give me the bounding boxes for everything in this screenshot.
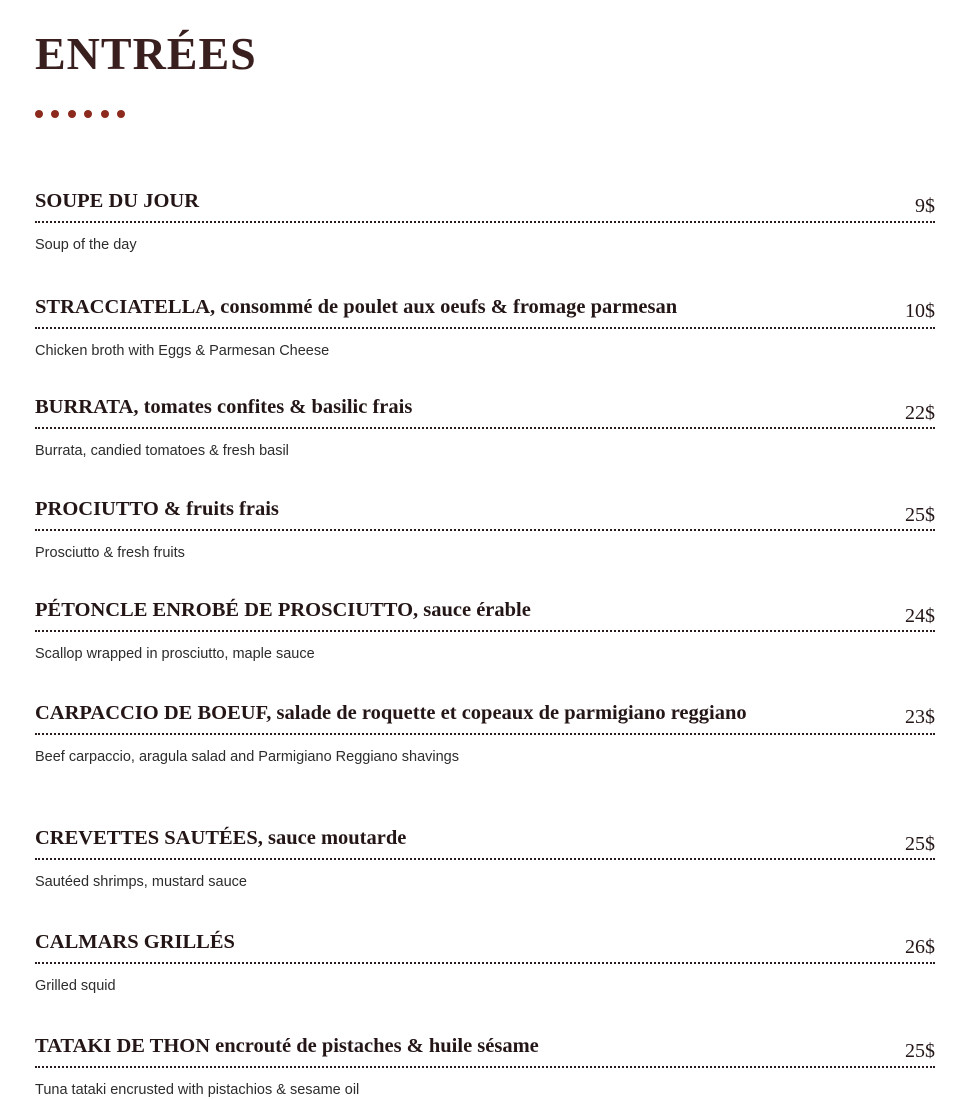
menu-item-header	[35, 702, 935, 735]
menu-item-description: Beef carpaccio, aragula salad and Parmigiano Reggiano shavings	[35, 749, 459, 765]
menu-item-name: CARPACCIO DE BOEUF, salade de roquette et copeaux de parmigiano reggiano	[35, 702, 747, 724]
menu-item-name: TATAKI DE THON encrouté de pistaches & huile sésame	[35, 1035, 539, 1057]
menu-item-header	[35, 498, 935, 531]
menu-item-price: 23$	[905, 706, 935, 728]
menu-item	[35, 498, 935, 562]
dot-icon	[35, 110, 43, 118]
menu-item-description: Chicken broth with Eggs & Parmesan Cheese	[35, 343, 330, 359]
menu-item-name: PROCIUTTO & fruits frais	[35, 498, 279, 520]
dot-icon	[84, 110, 92, 118]
menu-item-price: 25$	[905, 833, 935, 855]
dot-icon	[117, 110, 125, 118]
menu-item-name: BURRATA, tomates confites & basilic frais	[35, 396, 413, 418]
menu-item-description: Burrata, candied tomatoes & fresh basil	[35, 443, 289, 459]
menu-item-price: 26$	[905, 936, 935, 958]
menu-item-price: 25$	[905, 504, 935, 526]
decorative-dots	[35, 110, 125, 120]
dot-icon	[101, 110, 109, 118]
menu-item-description: Tuna tataki encrusted with pistachios & sesame oil	[35, 1082, 360, 1098]
menu-item-name: CALMARS GRILLÉS	[35, 931, 235, 953]
menu-item-name: SOUPE DU JOUR	[35, 190, 200, 212]
menu-item-name: CREVETTES SAUTÉES, sauce moutarde	[35, 827, 407, 849]
menu-item	[35, 190, 935, 254]
menu-item	[35, 931, 935, 995]
menu-item	[35, 1035, 935, 1099]
menu-item-price: 10$	[905, 300, 935, 322]
menu-item-header	[35, 827, 935, 860]
menu-item	[35, 702, 935, 766]
menu-item-header	[35, 599, 935, 632]
menu-item	[35, 827, 935, 891]
dot-icon	[51, 110, 59, 118]
menu-item-name: STRACCIATELLA, consommé de poulet aux oeufs & fromage parmesan	[35, 296, 678, 318]
menu-item-description: Sautéed shrimps, mustard sauce	[35, 874, 247, 890]
menu-item-description: Scallop wrapped in prosciutto, maple sauce	[35, 646, 315, 662]
menu-item-price: 24$	[905, 605, 935, 627]
menu-item-description: Grilled squid	[35, 978, 116, 994]
section-title: ENTRÉES	[35, 28, 257, 79]
menu-item	[35, 396, 935, 460]
menu-item-header	[35, 296, 935, 329]
menu-item	[35, 599, 935, 663]
dot-icon	[68, 110, 76, 118]
menu-item-header	[35, 1035, 935, 1068]
menu-item	[35, 296, 935, 360]
menu-item-header	[35, 190, 935, 223]
menu-item-description: Soup of the day	[35, 237, 137, 253]
menu-item-name: PÉTONCLE ENROBÉ DE PROSCIUTTO, sauce érable	[35, 599, 531, 621]
menu-item-price: 22$	[905, 402, 935, 424]
menu-item-header	[35, 931, 935, 964]
menu-item-description: Prosciutto & fresh fruits	[35, 545, 185, 561]
menu-item-price: 25$	[905, 1040, 935, 1062]
menu-item-price: 9$	[915, 195, 935, 217]
menu-item-header	[35, 396, 935, 429]
